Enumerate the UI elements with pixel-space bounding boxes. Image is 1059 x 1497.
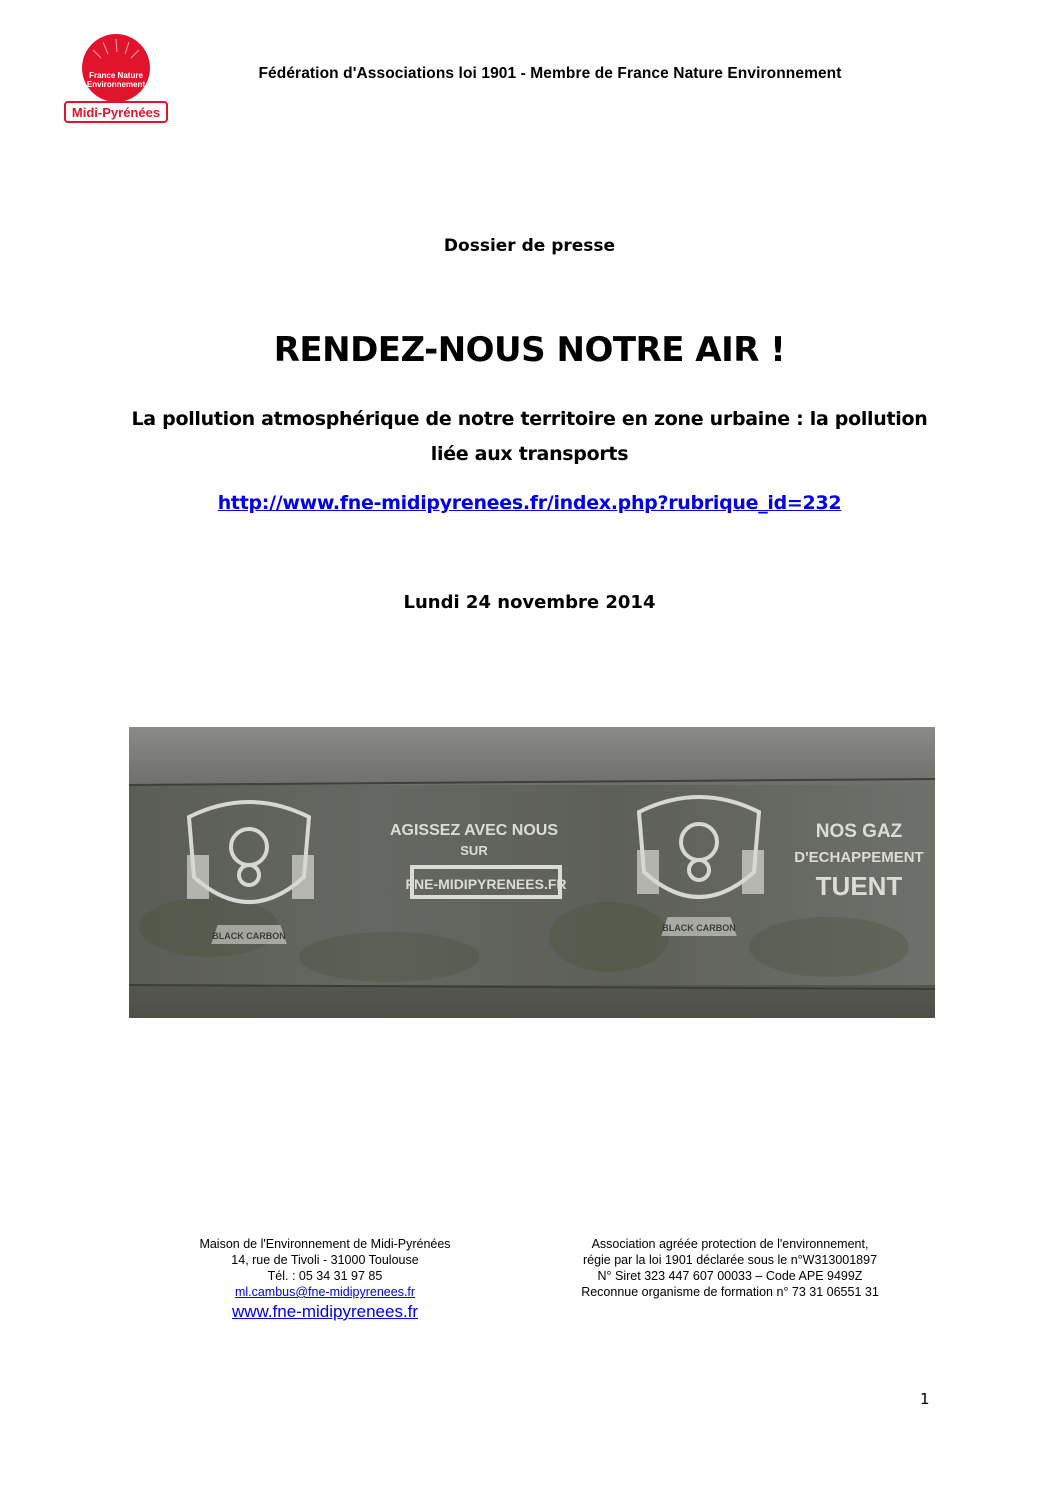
footer-phone: Tél. : 05 34 31 97 85 [267, 1269, 383, 1283]
footer-address-street: 14, rue de Tivoli - 31000 Toulouse [231, 1253, 419, 1267]
fne-logo [63, 30, 169, 124]
photo-text-agissez: AGISSEZ AVEC NOUS [389, 822, 559, 839]
photo-text-sur: SUR [460, 843, 488, 858]
logo-text-line2: Environnement [86, 80, 146, 89]
photo-text-site: FNE-MIDIPYRENEES.FR [405, 876, 567, 892]
photo-text-nos-gaz: NOS GAZ [815, 821, 903, 842]
footer-legal-line-4: Reconnue organisme de formation n° 73 31 06551 31 [581, 1285, 879, 1299]
footer-legal-line-2: régie par la loi 1901 déclarée sous le n°W313001897 [582, 1253, 878, 1267]
publication-date: Lundi 24 novembre 2014 [403, 592, 656, 613]
footer-legal [530, 1236, 930, 1300]
badge-text-right: BLACK CARBON [662, 923, 736, 933]
badge-text-left: BLACK CARBON [212, 931, 286, 941]
document-type: Dossier de presse [443, 236, 616, 256]
subtitle-line-1: La pollution atmosphérique de notre territoire en zone urbaine : la pollution [131, 408, 928, 430]
rubrique-link[interactable]: http://www.fne-midipyrenees.fr/index.php?rubrique_id=232 [217, 492, 842, 514]
logo-region: Midi-Pyrénées [71, 105, 161, 120]
photo-text-echappement: D'ECHAPPEMENT [794, 849, 924, 866]
page-number: 1 [920, 1390, 930, 1408]
footer-email-link[interactable]: ml.cambus@fne-midipyrenees.fr [234, 1285, 416, 1299]
footer-legal-line-3: N° Siret 323 447 607 00033 – Code APE 9499Z [597, 1269, 863, 1283]
subtitle [110, 402, 949, 472]
footer-legal-line-1: Association agréée protection de l'environnement, [591, 1237, 869, 1251]
footer-contact [160, 1236, 490, 1324]
reverse-graffiti-photo [129, 727, 935, 1018]
page-title: RENDEZ-NOUS NOTRE AIR ! [273, 330, 786, 370]
footer-website-link[interactable]: www.fne-midipyrenees.fr [231, 1302, 419, 1321]
subtitle-line-2: liée aux transports [430, 443, 629, 465]
logo-text-line1: France Nature [89, 71, 143, 80]
federation-header: Fédération d'Associations loi 1901 - Membre de France Nature Environnement [258, 65, 842, 82]
footer-address-name: Maison de l'Environnement de Midi-Pyrénées [199, 1237, 451, 1251]
photo-text-tuent: TUENT [815, 871, 903, 901]
